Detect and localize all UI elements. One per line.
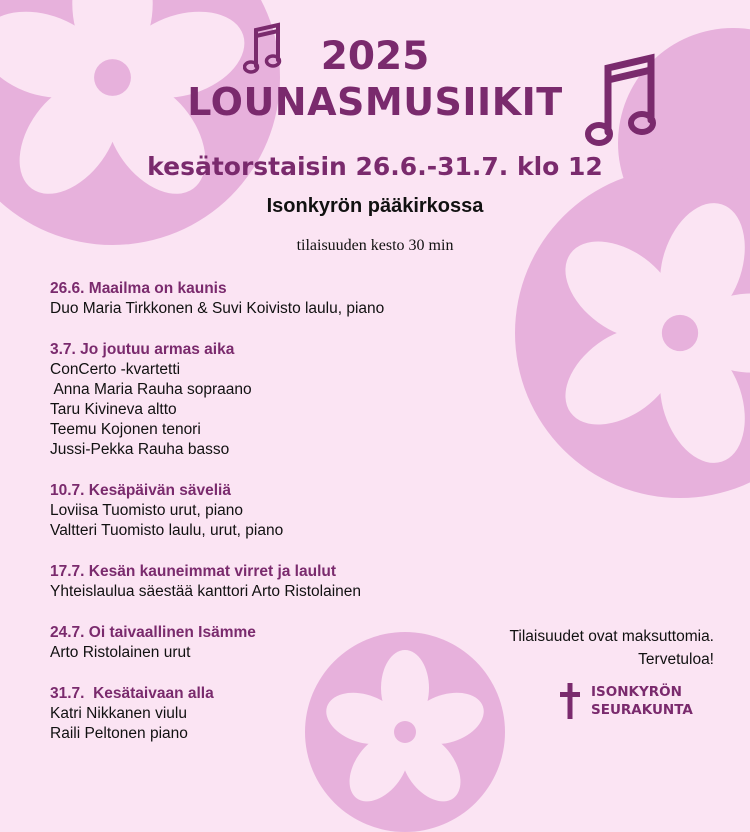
poster-title: LOUNASMUSIIKIT xyxy=(187,80,563,124)
performer-line: ConCerto -kvartetti xyxy=(50,361,181,378)
concert-title: 17.7. Kesän kauneimmat virret ja laulut xyxy=(50,563,337,580)
performer-line: Jussi-Pekka Rauha basso xyxy=(50,441,230,458)
concert-title: 31.7. Kesätaivaan alla xyxy=(50,685,214,702)
parish-name-line2: SEURAKUNTA xyxy=(591,702,693,718)
performer-line: Taru Kivineva altto xyxy=(50,401,177,418)
duration-note: tilaisuuden kesto 30 min xyxy=(296,237,454,254)
poster-year: 2025 xyxy=(320,34,430,79)
concert-item xyxy=(50,340,470,460)
concert-title: 3.7. Jo joutuu armas aika xyxy=(50,341,235,358)
performer-line: Arto Ristolainen urut xyxy=(50,644,191,661)
performer-line: Duo Maria Tirkkonen & Suvi Koivisto laulu, piano xyxy=(50,300,385,317)
free-admission-note xyxy=(510,625,714,671)
parish-name-line1: ISONKYRÖN xyxy=(591,684,682,700)
free-admission-line: Tilaisuudet ovat maksuttomia. xyxy=(509,628,714,645)
concert-item xyxy=(50,481,470,541)
performer-line: Loviisa Tuomisto urut, piano xyxy=(50,502,243,519)
performer-line: Yhteislaulua säestää kanttori Arto Ristolainen xyxy=(50,583,362,600)
concert-title: 26.6. Maailma on kaunis xyxy=(50,280,227,297)
parish-logo xyxy=(560,683,720,723)
concert-item xyxy=(50,684,470,744)
concert-program xyxy=(50,279,470,765)
venue: Isonkyrön pääkirkossa xyxy=(266,195,484,217)
performer-line: Teemu Kojonen tenori xyxy=(50,421,201,438)
performer-line: Valtteri Tuomisto laulu, urut, piano xyxy=(50,522,284,539)
performer-line: Katri Nikkanen viulu xyxy=(50,705,187,722)
concert-title: 24.7. Oi taivaallinen Isämme xyxy=(50,624,256,641)
concert-item xyxy=(50,562,470,602)
performer-line: Raili Peltonen piano xyxy=(50,725,188,742)
concert-title: 10.7. Kesäpäivän säveliä xyxy=(50,482,231,499)
cross-icon xyxy=(560,683,580,719)
performer-line: Anna Maria Rauha sopraano xyxy=(50,381,252,398)
concert-item xyxy=(50,623,470,663)
concert-item xyxy=(50,279,470,319)
welcome-line: Tervetuloa! xyxy=(638,651,714,668)
poster-subtitle: kesätorstaisin 26.6.-31.7. klo 12 xyxy=(147,152,603,181)
